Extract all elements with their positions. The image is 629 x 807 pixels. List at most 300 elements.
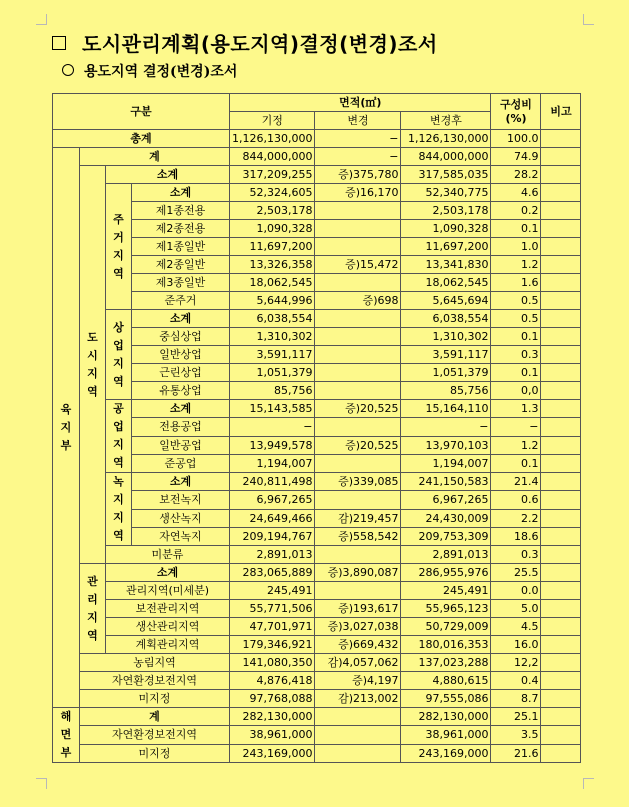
row-label: 준주거 [132,292,230,310]
industrial-group-label-char: 업 [113,420,124,433]
ratio-cell: 5.0 [491,600,541,618]
after-area-cell: 50,729,009 [401,618,491,636]
table-row [53,400,581,418]
row-label: 생산관리지역 [106,618,230,636]
change-area-cell [315,726,401,744]
after-area-cell: 137,023,288 [401,654,491,672]
ratio-cell: 21.4 [491,473,541,491]
ratio-cell: 0.1 [491,328,541,346]
management-group-label [80,564,106,654]
change-area-cell [315,418,401,436]
row-label: 소계 [106,564,230,582]
change-area-cell [315,238,401,256]
after-area-cell: 1,090,328 [401,220,491,238]
row-label: 유통상업 [132,382,230,400]
table-row [53,418,581,436]
ratio-cell: 74.9 [491,148,541,166]
commercial-group-label [106,310,132,400]
existing-area-cell: 4,876,418 [230,672,315,690]
note-cell [541,274,581,292]
change-area-cell: 증)375,780 [315,166,401,184]
after-area-cell: 1,310,302 [401,328,491,346]
row-label: 생산녹지 [132,509,230,527]
ratio-cell: 0.2 [491,202,541,220]
table-row [53,618,581,636]
land-group-label-char: 육 [60,402,72,416]
row-label: 농림지역 [80,654,230,672]
existing-area-cell: 13,326,358 [230,256,315,274]
row-label: 계획관리지역 [106,636,230,654]
existing-area-cell: 179,346,921 [230,636,315,654]
existing-area-cell: 97,768,088 [230,690,315,708]
change-area-cell [315,708,401,726]
row-label: 제3종일반 [132,274,230,292]
after-area-cell: 85,756 [401,382,491,400]
city-group-label-char: 시 [87,348,98,362]
table-row [53,708,581,726]
table-row [53,672,581,690]
change-area-cell [315,744,401,762]
ratio-cell: 0.3 [491,346,541,364]
change-area-cell [315,202,401,220]
note-cell [541,636,581,654]
note-cell [541,708,581,726]
ratio-cell: 0.4 [491,672,541,690]
existing-area-cell: 6,038,554 [230,310,315,328]
ratio-cell: 1.2 [491,436,541,454]
existing-area-cell: 1,310,302 [230,328,315,346]
square-bullet-icon [52,36,66,50]
sea-group-label-char: 부 [60,746,72,759]
note-cell [541,600,581,618]
after-area-cell: 13,341,830 [401,256,491,274]
row-label: 보전녹지 [132,491,230,509]
industrial-group-label-char: 공 [113,402,124,415]
table-row [53,292,581,310]
sea-group-label-char: 해 [60,710,72,723]
existing-area-cell: 240,811,498 [230,473,315,491]
note-cell [541,310,581,328]
ratio-cell: 0,0 [491,382,541,400]
after-area-cell: 6,038,554 [401,310,491,328]
ratio-cell: 0.1 [491,220,541,238]
existing-area-cell: 1,126,130,000 [230,130,315,148]
existing-area-cell: 5,644,996 [230,292,315,310]
land-group-label-char: 지 [60,420,72,434]
change-area-cell: 증)20,525 [315,436,401,454]
table-row [53,238,581,256]
change-area-cell [315,582,401,600]
after-area-cell: 282,130,000 [401,708,491,726]
table-row [53,546,581,564]
sea-group-label [53,708,80,763]
ratio-cell: 0.5 [491,310,541,328]
management-group-label-char: 역 [87,628,98,642]
table-row [53,744,581,762]
ratio-cell: 1.6 [491,274,541,292]
after-area-cell: 97,555,086 [401,690,491,708]
ratio-cell: 0.3 [491,546,541,564]
header-row [53,94,581,112]
after-area-cell: 55,965,123 [401,600,491,618]
row-label: 소계 [106,166,230,184]
existing-area-cell: 24,649,466 [230,509,315,527]
table-row [53,473,581,491]
row-label: 미지정 [80,744,230,762]
commercial-group-label-char: 역 [113,374,124,388]
row-label: 소계 [132,184,230,202]
table-row [53,346,581,364]
after-area-cell: 52,340,775 [401,184,491,202]
change-area-cell [315,328,401,346]
after-area-cell: 13,970,103 [401,436,491,454]
note-cell [541,436,581,454]
existing-area-cell: 6,967,265 [230,491,315,509]
note-cell [541,166,581,184]
document-subtitle [62,61,237,81]
after-area-cell: 241,150,583 [401,473,491,491]
table-row [53,436,581,454]
city-group-label-char: 역 [87,384,98,398]
change-area-cell: − [315,130,401,148]
management-group-label-char: 관 [87,574,98,588]
ratio-cell: 16.0 [491,636,541,654]
note-cell [541,618,581,636]
note-cell [541,382,581,400]
table-row [53,328,581,346]
table-row [53,527,581,545]
change-area-cell: 증)193,617 [315,600,401,618]
existing-area-cell: 2,891,013 [230,546,315,564]
row-label: 총계 [53,130,230,148]
header-ratio: 구성비 (%) [491,94,541,130]
row-label: 보전관리지역 [106,600,230,618]
ratio-cell: 100.0 [491,130,541,148]
after-area-cell: 317,585,035 [401,166,491,184]
header-after: 변경후 [401,112,491,130]
after-area-cell: 245,491 [401,582,491,600]
margin-mark-bottom-left [36,778,47,789]
note-cell [541,690,581,708]
change-area-cell [315,310,401,328]
ratio-cell: 28.2 [491,166,541,184]
row-label: 제2종전용 [132,220,230,238]
commercial-group-label-char: 상 [113,320,124,334]
note-cell [541,654,581,672]
residential-group-label-char: 역 [113,266,124,280]
table-row [53,726,581,744]
change-area-cell: 감)219,457 [315,509,401,527]
note-cell [541,328,581,346]
ratio-cell: 8.7 [491,690,541,708]
ratio-cell: 25.1 [491,708,541,726]
table-row [53,364,581,382]
header-existing: 기정 [230,112,315,130]
land-group-label [53,148,80,708]
change-area-cell: 증)339,085 [315,473,401,491]
after-area-cell: 286,955,976 [401,564,491,582]
note-cell [541,148,581,166]
after-area-cell: 243,169,000 [401,744,491,762]
ratio-cell: 0.1 [491,364,541,382]
after-area-cell: 1,126,130,000 [401,130,491,148]
row-label: 제1종전용 [132,202,230,220]
header-category: 구분 [53,94,230,130]
existing-area-cell: 209,194,767 [230,527,315,545]
after-area-cell: 6,967,265 [401,491,491,509]
table-row [53,636,581,654]
city-group-label-char: 지 [87,366,98,380]
after-area-cell: 209,753,309 [401,527,491,545]
row-label: 근린상업 [132,364,230,382]
row-label: 일반상업 [132,346,230,364]
table-row [53,274,581,292]
after-area-cell: 2,503,178 [401,202,491,220]
city-group-label [80,166,106,564]
note-cell [541,400,581,418]
table-row [53,564,581,582]
margin-mark-bottom-right [583,778,594,789]
after-area-cell: 4,880,615 [401,672,491,690]
ratio-cell: 4.5 [491,618,541,636]
margin-mark-top-left [36,14,47,25]
note-cell [541,454,581,472]
table-row [53,202,581,220]
table-row [53,509,581,527]
ratio-cell: 12,2 [491,654,541,672]
change-area-cell: 증)698 [315,292,401,310]
existing-area-cell: 2,503,178 [230,202,315,220]
document-subtitle-text: 용도지역 결정(변경)조서 [84,64,238,80]
margin-mark-top-right [583,14,594,25]
row-label: 제2종일반 [132,256,230,274]
existing-area-cell: 13,949,578 [230,436,315,454]
note-cell [541,744,581,762]
note-cell [541,130,581,148]
zoning-table [52,93,581,763]
change-area-cell: 증)669,432 [315,636,401,654]
existing-area-cell: 317,209,255 [230,166,315,184]
row-label: 자연녹지 [132,527,230,545]
header-change: 변경 [315,112,401,130]
existing-area-cell: 52,324,605 [230,184,315,202]
change-area-cell [315,364,401,382]
note-cell [541,292,581,310]
commercial-group-label-char: 업 [113,338,124,352]
change-area-cell [315,491,401,509]
row-label: 미지정 [80,690,230,708]
note-cell [541,509,581,527]
residential-group-label-char: 주 [113,212,124,226]
change-area-cell: 증)3,890,087 [315,564,401,582]
header-note: 비고 [541,94,581,130]
note-cell [541,564,581,582]
row-label: 중심상업 [132,328,230,346]
existing-area-cell: 283,065,889 [230,564,315,582]
ratio-cell: 21.6 [491,744,541,762]
change-area-cell: 감)213,002 [315,690,401,708]
ratio-cell: 1.3 [491,400,541,418]
after-area-cell: 844,000,000 [401,148,491,166]
existing-area-cell: 11,697,200 [230,238,315,256]
existing-area-cell: 85,756 [230,382,315,400]
existing-area-cell: 141,080,350 [230,654,315,672]
existing-area-cell: 1,194,007 [230,454,315,472]
change-area-cell: 증)558,542 [315,527,401,545]
change-area-cell: 증)4,197 [315,672,401,690]
sea-group-label-char: 면 [60,728,72,741]
row-label: 자연환경보전지역 [80,672,230,690]
green-group-label [106,473,132,546]
existing-area-cell: 3,591,117 [230,346,315,364]
residential-group-label [106,184,132,310]
note-cell [541,527,581,545]
city-group-label-char: 도 [87,330,98,344]
after-area-cell: 11,697,200 [401,238,491,256]
existing-area-cell: 243,169,000 [230,744,315,762]
note-cell [541,220,581,238]
change-area-cell: 감)4,057,062 [315,654,401,672]
after-area-cell: 18,062,545 [401,274,491,292]
note-cell [541,726,581,744]
table-row [53,491,581,509]
table-row [53,382,581,400]
row-label: 소계 [132,310,230,328]
after-area-cell: 24,430,009 [401,509,491,527]
management-group-label-char: 리 [87,592,98,606]
after-area-cell: 5,645,694 [401,292,491,310]
note-cell [541,184,581,202]
circle-bullet-icon [62,64,74,76]
table-row [53,184,581,202]
ratio-cell: 0.1 [491,454,541,472]
row-label: 전용공업 [132,418,230,436]
industrial-group-label-char: 지 [113,438,124,451]
green-group-label-char: 지 [113,511,124,524]
ratio-cell: 2.2 [491,509,541,527]
green-group-label-char: 역 [113,529,124,542]
ratio-cell: − [491,418,541,436]
table-row [53,690,581,708]
existing-area-cell: 15,143,585 [230,400,315,418]
note-cell [541,582,581,600]
row-label: 제1종일반 [132,238,230,256]
row-label: 미분류 [106,546,230,564]
row-label: 관리지역(미세분) [106,582,230,600]
note-cell [541,672,581,690]
row-label: 일반공업 [132,436,230,454]
existing-area-cell: 38,961,000 [230,726,315,744]
ratio-cell: 3.5 [491,726,541,744]
ratio-cell: 25.5 [491,564,541,582]
change-area-cell: 증)16,170 [315,184,401,202]
note-cell [541,238,581,256]
ratio-cell: 18.6 [491,527,541,545]
row-label: 소계 [132,400,230,418]
change-area-cell [315,274,401,292]
change-area-cell: 증)15,472 [315,256,401,274]
table-row [53,582,581,600]
existing-area-cell: 47,701,971 [230,618,315,636]
note-cell [541,491,581,509]
change-area-cell [315,454,401,472]
change-area-cell: 증)3,027,038 [315,618,401,636]
change-area-cell [315,346,401,364]
after-area-cell: 1,194,007 [401,454,491,472]
after-area-cell: 38,961,000 [401,726,491,744]
green-group-label-char: 지 [113,493,124,506]
change-area-cell: 증)20,525 [315,400,401,418]
after-area-cell: − [401,418,491,436]
after-area-cell: 3,591,117 [401,346,491,364]
land-group-label-char: 부 [60,438,72,452]
document-title [52,28,438,57]
note-cell [541,473,581,491]
note-cell [541,364,581,382]
ratio-cell: 1.0 [491,238,541,256]
change-area-cell [315,220,401,238]
change-area-cell [315,382,401,400]
after-area-cell: 15,164,110 [401,400,491,418]
green-group-label-char: 녹 [113,475,124,488]
commercial-group-label-char: 지 [113,356,124,370]
note-cell [541,546,581,564]
table-row [53,256,581,274]
existing-area-cell: 1,090,328 [230,220,315,238]
existing-area-cell: 1,051,379 [230,364,315,382]
row-label: 소계 [132,473,230,491]
table-row [53,310,581,328]
existing-area-cell: 844,000,000 [230,148,315,166]
after-area-cell: 180,016,353 [401,636,491,654]
note-cell [541,256,581,274]
existing-area-cell: 55,771,506 [230,600,315,618]
note-cell [541,418,581,436]
industrial-group-label [106,400,132,473]
management-group-label-char: 지 [87,610,98,624]
after-area-cell: 2,891,013 [401,546,491,564]
existing-area-cell: 282,130,000 [230,708,315,726]
note-cell [541,202,581,220]
note-cell [541,346,581,364]
header-area-group: 면적(㎡) [230,94,491,112]
change-area-cell: − [315,148,401,166]
ratio-cell: 1.2 [491,256,541,274]
table-row [53,130,581,148]
ratio-cell: 0.0 [491,582,541,600]
row-label: 계 [80,148,230,166]
document-title-text: 도시관리계획(용도지역)결정(변경)조서 [82,32,438,56]
ratio-cell: 0.6 [491,491,541,509]
table-row [53,148,581,166]
table-row [53,654,581,672]
residential-group-label-char: 거 [113,230,124,244]
row-label: 준공업 [132,454,230,472]
table-row [53,220,581,238]
table-row [53,166,581,184]
ratio-cell: 4.6 [491,184,541,202]
table-row [53,600,581,618]
existing-area-cell: 18,062,545 [230,274,315,292]
residential-group-label-char: 지 [113,248,124,262]
row-label: 자연환경보전지역 [80,726,230,744]
industrial-group-label-char: 역 [113,456,124,469]
change-area-cell [315,546,401,564]
existing-area-cell: 245,491 [230,582,315,600]
existing-area-cell: − [230,418,315,436]
row-label: 계 [80,708,230,726]
ratio-cell: 0.5 [491,292,541,310]
